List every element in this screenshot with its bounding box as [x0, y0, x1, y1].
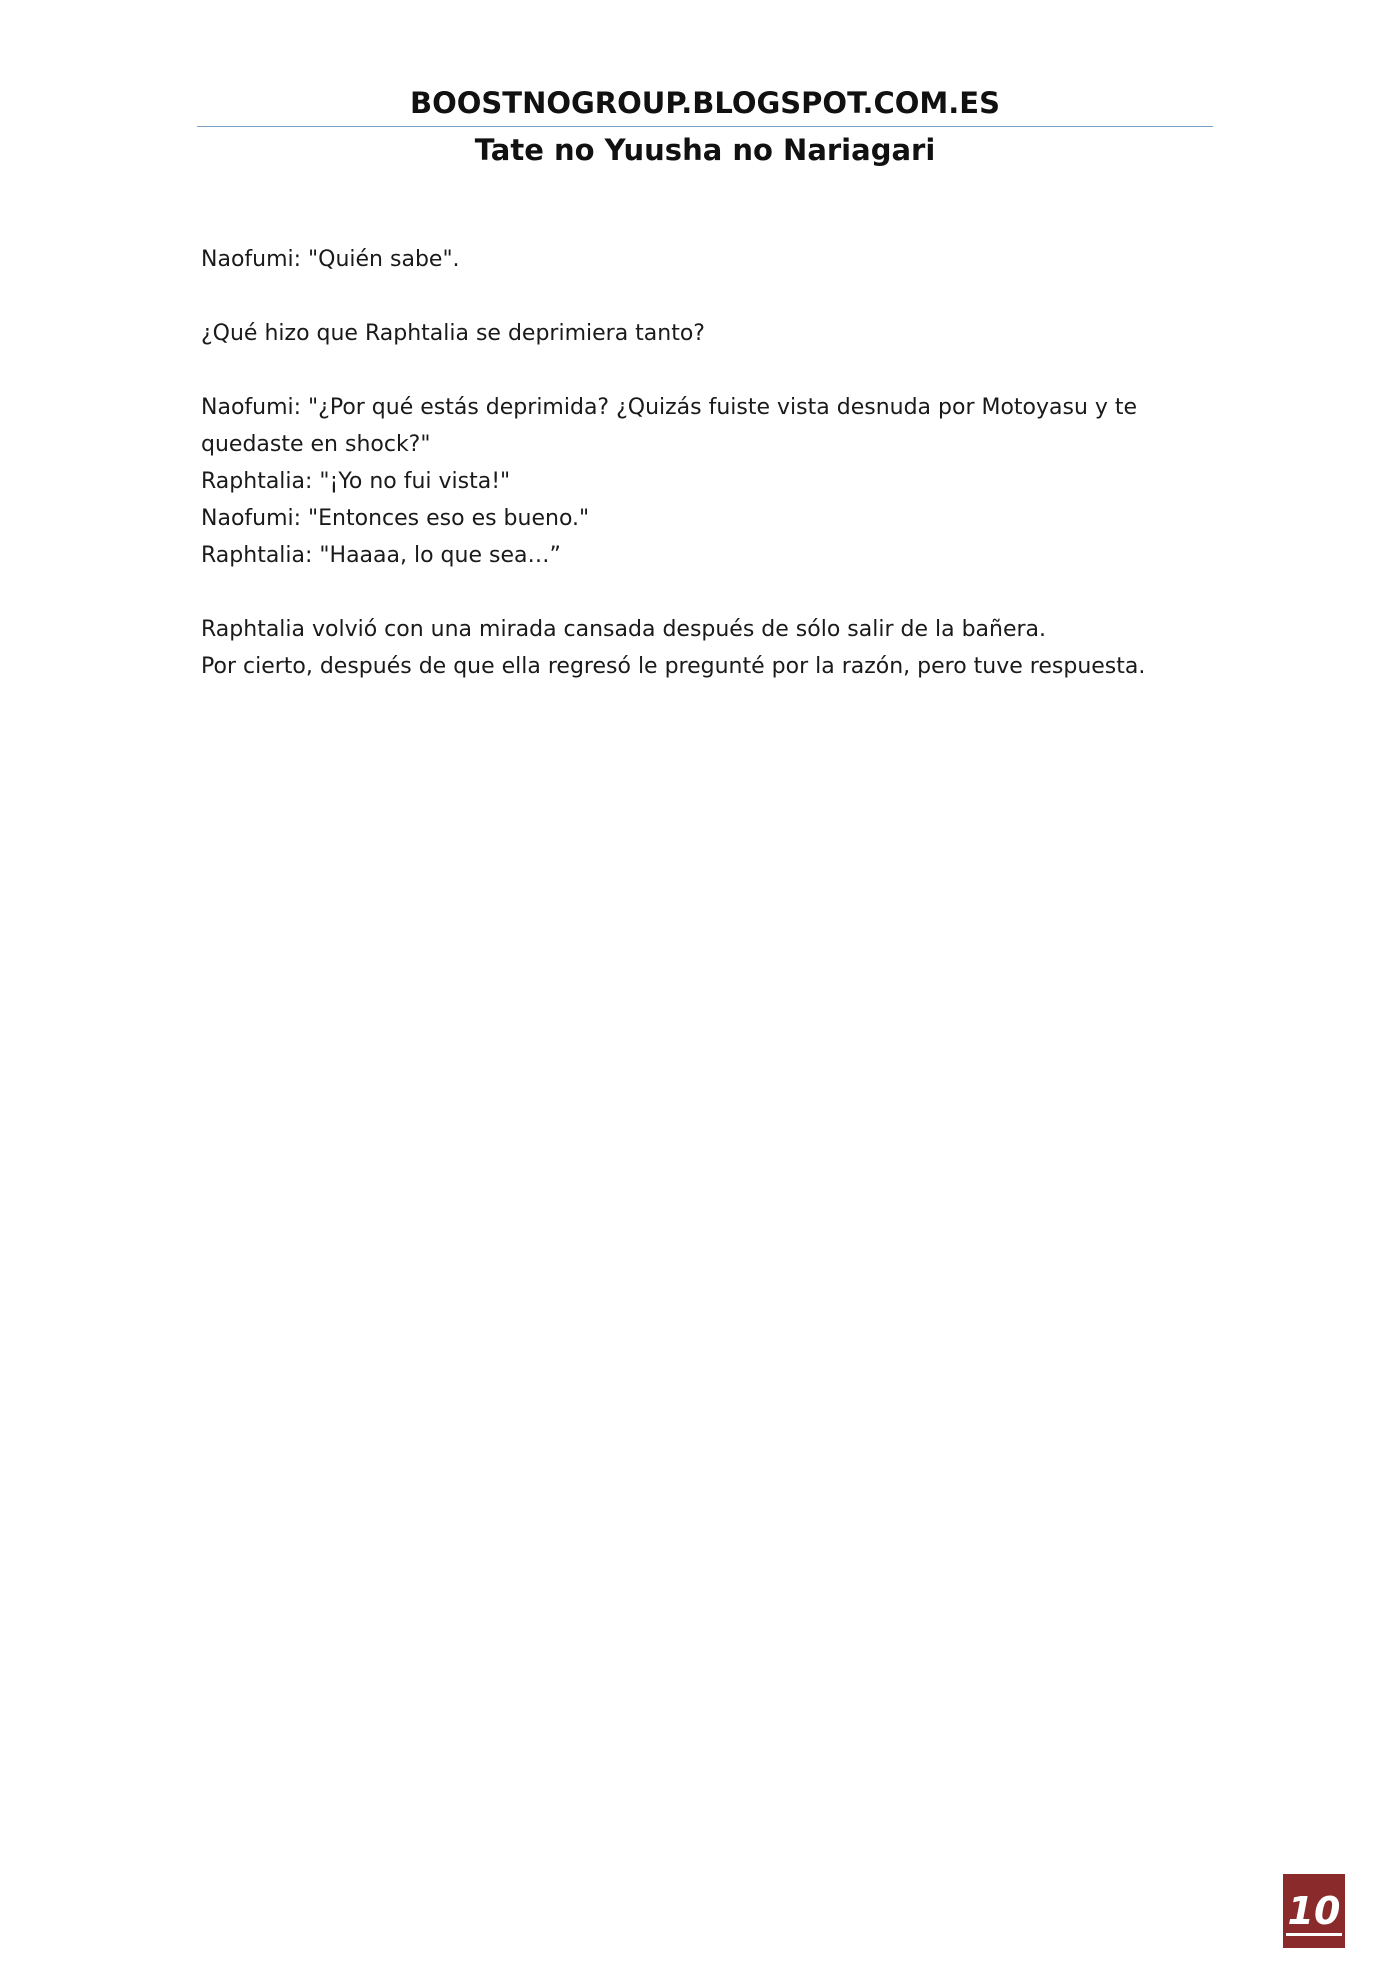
text-line: Raphtalia: "Haaaa, lo que sea…” — [201, 543, 561, 568]
text-line: Raphtalia: "¡Yo no fui vista!" — [201, 469, 511, 494]
site-title: BOOSTNOGROUP.BLOGSPOT.COM.ES — [410, 86, 1000, 120]
paragraph — [201, 389, 1161, 574]
page-number-badge — [1283, 1874, 1345, 1948]
page-header — [197, 84, 1213, 169]
header-divider — [197, 126, 1213, 127]
paragraph — [201, 611, 1161, 685]
paragraph — [201, 315, 1161, 352]
text-line: Naofumi: "Quién sabe". — [201, 247, 460, 272]
text-line: quedaste en shock?" — [201, 432, 431, 457]
paragraph — [201, 241, 1161, 278]
text-line: ¿Qué hizo que Raphtalia se deprimiera tanto? — [201, 321, 705, 346]
text-line: Por cierto, después de que ella regresó le pregunté por la razón, pero tuve respuesta. — [201, 654, 1146, 679]
page-number: 10 — [1286, 1889, 1343, 1936]
document-body — [201, 241, 1161, 685]
book-title: Tate no Yuusha no Nariagari — [474, 133, 936, 167]
text-line: Naofumi: "¿Por qué estás deprimida? ¿Quizás fuiste vista desnuda por Motoyasu y te — [201, 395, 1138, 420]
text-line: Raphtalia volvió con una mirada cansada después de sólo salir de la bañera. — [201, 617, 1047, 642]
text-line: Naofumi: "Entonces eso es bueno." — [201, 506, 590, 531]
